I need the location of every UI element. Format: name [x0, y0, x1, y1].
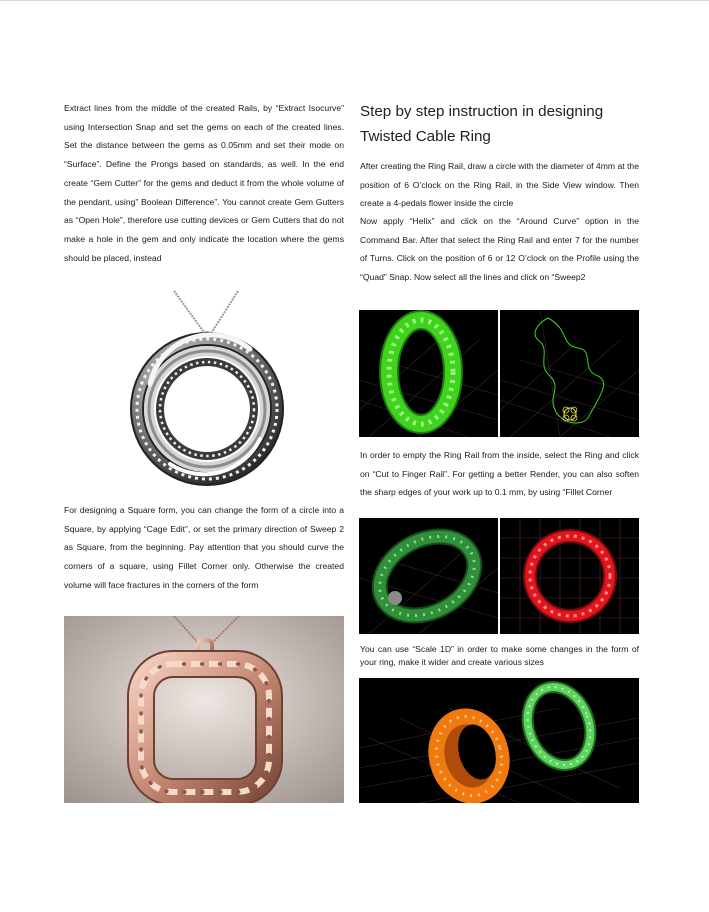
right-paragraph-ring-rail: After creating the Ring Rail, draw a circle with the diameter of 4mm at the position of 6 O’clock on the Ring Rail, in the Side View window. Then create a 4-pedals flower inside the circle	[360, 161, 639, 209]
page-top-rule	[0, 0, 709, 1]
rose-gold-square-pendant-image	[64, 616, 344, 803]
wireframe-helix-curve-render	[500, 310, 639, 437]
left-paragraph-gem-setting: Extract lines from the middle of the created Rails, by “Extract Isocurve” using Intersection Snap and set the gems on each of the created lines. Set the distance between the gems as 0.05mm and set their mode on “Surface”. Define the Prongs based on standards, as well. In the end create “Gem Cutter” for the gems and deduct it from the whole volume of the pendant, using” Boolean Difference”. You cannot create Gem Gutters as “Open Hole”, therefore use cutting devices or Gem Cutters that do not make a hole in the gem and only indicate the location where the gems should be placed, instead	[64, 103, 344, 263]
left-paragraph-square-form: For designing a Square form, you can change the form of a circle into a Square, by applying “Cage Edit”, or set the primary direction of Sweep 2 as Square, from the beginning. Pay attention that you should curve the corners of a square, using Fillet Corner only. Otherwise the created volume will face fractures in the corners of the form	[64, 505, 344, 590]
right-paragraph-cut-finger-rail: In order to empty the Ring Rail from the inside, select the Ring and click on “Cut to Finger Rail”. For getting a better Render, you can also soften the sharp edges of your work up to 0.1 mm, by using “Fillet Corner	[360, 450, 639, 498]
hollow-green-ring-render	[359, 518, 498, 634]
section-heading: Step by step instruction in designing Twisted Cable Ring	[360, 103, 604, 145]
orange-and-green-rings-render	[359, 678, 639, 803]
red-twisted-ring-render	[500, 518, 639, 634]
right-paragraph-scale-1d: You can use “Scale 1D” in order to make some changes in the form of your ring, make it wider and create various sizes	[360, 644, 639, 667]
pendant-twisted-circle-image	[130, 289, 284, 491]
right-paragraph-helix: Now apply “Helix” and click on the “Around Curve” option in the Command Bar. After that select the Ring Rail and enter 7 for the number of Turns. Click on the position of 6 or 12 O’clock on the Profile using the “Quad” Snap. Now select all the lines and click on “Sweep2	[360, 216, 639, 283]
green-twisted-ring-render	[359, 310, 498, 437]
